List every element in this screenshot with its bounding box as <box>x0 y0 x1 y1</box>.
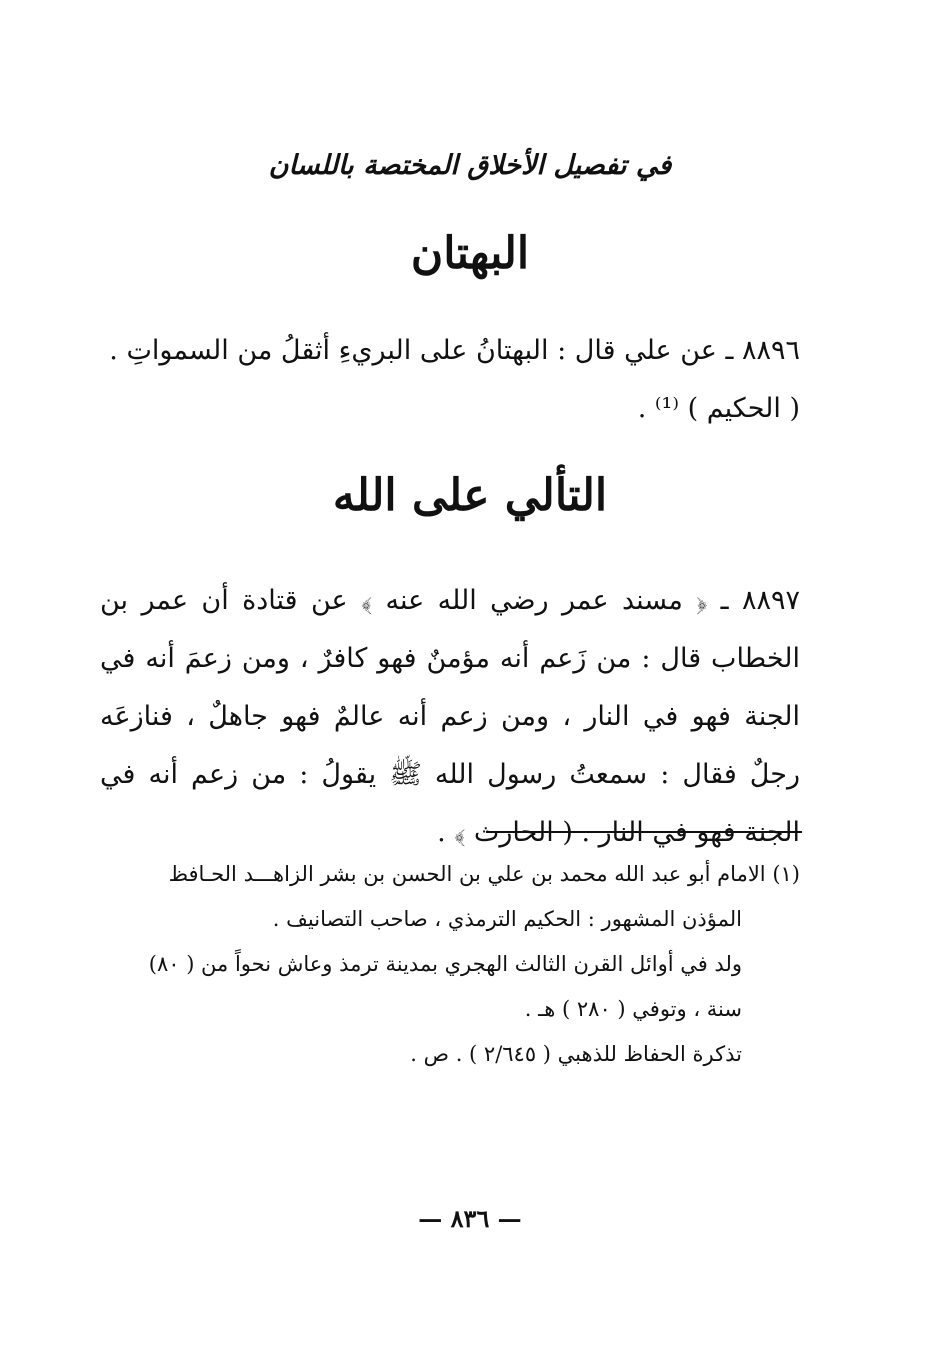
hadith-dash: ـ <box>707 585 729 616</box>
footnote-line: تذكرة الحفاظ للذهبي ( ٢/٦٤٥ ) . ص . <box>410 1042 742 1066</box>
footnote-line: ولد في أوائل القرن الثالث الهجري بمدينة ترمذ وعاش نحواً من ( ٨٠) <box>148 952 742 976</box>
hadith-number: ٨٨٩٦ <box>741 335 800 366</box>
footnote-line: المؤذن المشهور : الحكيم الترمذي ، صاحب التصانيف . <box>272 907 742 931</box>
footnote <box>100 852 800 1077</box>
hadith-source: ( الحكيم ) ⁽¹⁾ . <box>637 393 800 424</box>
hadith-text: ﴿ مسند عمر رضي الله عنه ﴾ عن قتادة أن عمر بن الخطاب قال : من زَعم أنه مؤمنٌ فهو كافرٌ ، ومن زعمَ أنه في الجنة فهو في النار ، ومن زعم أنه عالمٌ فهو جاهلٌ ، فنازعَه رجلٌ فقال : سمعتُ رسول الله ﷺ يقولُ : من زعم أنه في الجنة فهو في النار . ( الحارث ﴾ . <box>100 585 800 848</box>
footnote-line: (١) الامام أبو عبد الله محمد بن علي بن الحسن بن بشر الزاهـــد الحـافظ <box>168 862 800 886</box>
hadith-8897 <box>100 572 800 862</box>
footnote-divider <box>486 831 802 833</box>
footnote-line: سنة ، وتوفي ( ٢٨٠ ) هـ . <box>524 997 742 1021</box>
page-number: — ٨٣٦ — <box>418 1204 522 1233</box>
hadith-number: ٨٨٩٧ <box>741 585 800 616</box>
running-header: في تفصيل الأخلاق المختصة باللسان <box>268 150 672 181</box>
hadith-text: عن علي قال : البهتانُ على البريءِ أثقلُ من السمواتِ . <box>109 335 717 366</box>
section-title-taalli: التألي على الله <box>332 470 608 521</box>
hadith-dash: ـ <box>716 335 734 366</box>
hadith-8896 <box>100 322 800 438</box>
section-title-buhtan: البهتان <box>410 228 530 279</box>
